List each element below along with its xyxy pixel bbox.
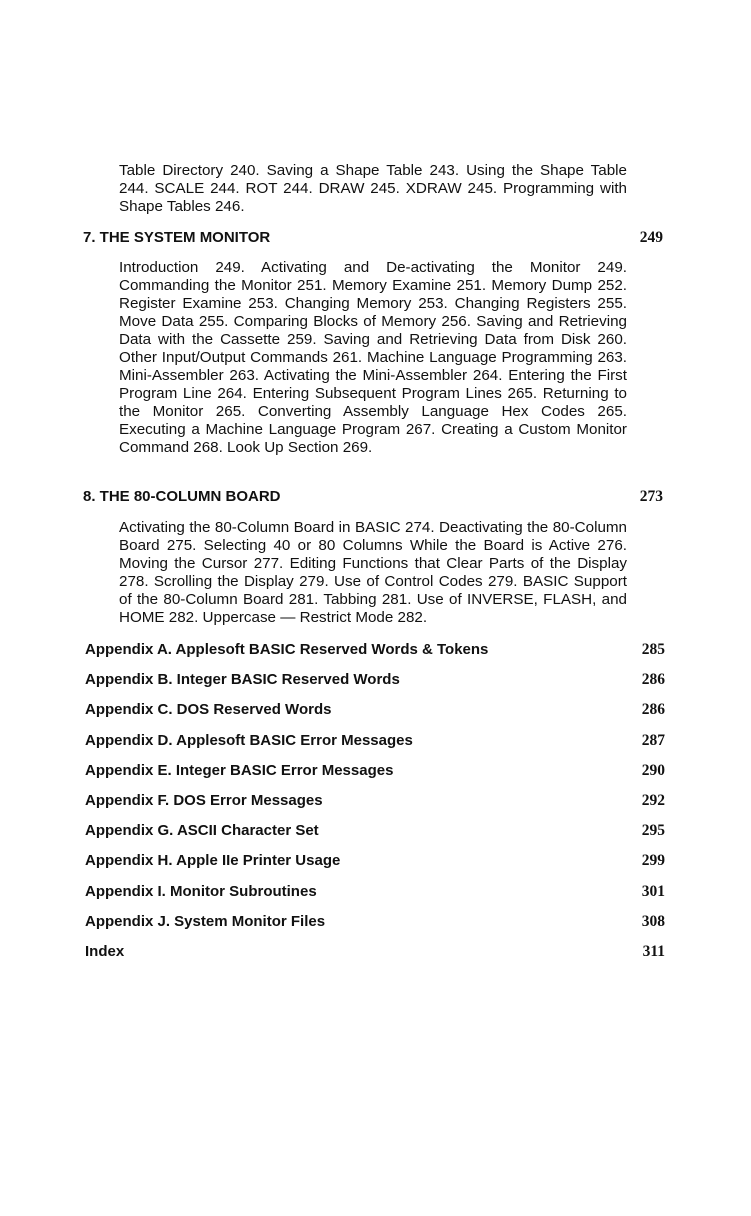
appendix-j-entry [85, 913, 665, 931]
appendix-b-entry [85, 671, 665, 689]
appendix-page-number: 286 [641, 671, 665, 688]
appendix-title: Appendix G. ASCII Character Set [85, 822, 319, 839]
continuation-paragraph: Table Directory 240. Saving a Shape Table 243. Using the Shape Table 244. SCALE 244. ROT 244. DRAW 245. XDRAW 245. Programming with Shape Tables 246. [119, 162, 627, 215]
appendix-page-number: 299 [641, 852, 665, 869]
appendix-title: Appendix E. Integer BASIC Error Messages [85, 762, 394, 779]
appendix-title: Appendix F. DOS Error Messages [85, 792, 323, 809]
appendix-g-entry [85, 822, 665, 840]
appendix-page-number: 295 [641, 822, 665, 839]
appendix-title: Appendix I. Monitor Subroutines [85, 883, 317, 900]
appendix-c-entry [85, 701, 665, 719]
appendix-page-number: 290 [641, 762, 665, 779]
appendix-h-entry [85, 852, 665, 870]
chapter-8-summary: Activating the 80-Column Board in BASIC 274. Deactivating the 80-Column Board 275. Selecting 40 or 80 Columns While the Board is Active 276. Moving the Cursor 277. Editing Functions that Clear Parts of the Display 278. Scrolling the Display 279. Use of Control Codes 279. BASIC Support of the 80-Column Board 281. Tabbing 281. Use of INVERSE, FLASH, and HOME 282. Uppercase — Restrict Mode 282. [119, 519, 627, 626]
chapter-8-heading [83, 488, 663, 506]
appendix-f-entry [85, 792, 665, 810]
appendix-page-number: 301 [641, 883, 665, 900]
appendix-page-number: 311 [642, 943, 665, 960]
chapter-page-number: 273 [639, 488, 663, 505]
chapter-7-summary: Introduction 249. Activating and De-activating the Monitor 249. Commanding the Monitor 251. Memory Examine 251. Memory Dump 252. Register Examine 253. Changing Memory 253. Changing Registers 255. Move Data 255. Comparing Blocks of Memory 256. Saving and Retrieving Data with the Cassette 259. Saving and Retrieving Data from Disk 260. Other Input/Output Commands 261. Machine Language Programming 263. Mini-Assembler 263. Activating the Mini-Assembler 264. Entering the First Program Line 264. Entering Subsequent Program Lines 265. Returning to the Monitor 265. Converting Assembly Language Hex Codes 265. Executing a Machine Language Program 267. Creating a Custom Monitor Command 268. Look Up Section 269. [119, 259, 627, 456]
appendix-title: Appendix C. DOS Reserved Words [85, 701, 332, 718]
chapter-page-number: 249 [639, 229, 663, 246]
appendix-d-entry [85, 732, 665, 750]
index-entry [85, 943, 665, 961]
appendix-page-number: 292 [641, 792, 665, 809]
appendix-title: Appendix D. Applesoft BASIC Error Messages [85, 732, 413, 749]
appendix-title: Appendix J. System Monitor Files [85, 913, 326, 930]
appendix-title: Appendix A. Applesoft BASIC Reserved Words & Tokens [85, 641, 489, 658]
appendix-e-entry [85, 762, 665, 780]
appendix-page-number: 286 [641, 701, 665, 718]
appendix-title: Appendix B. Integer BASIC Reserved Words [85, 671, 400, 688]
appendix-title: Appendix H. Apple IIe Printer Usage [85, 852, 341, 869]
appendix-page-number: 287 [641, 732, 665, 749]
appendix-title: Index [85, 943, 125, 960]
appendix-a-entry [85, 641, 665, 659]
chapter-title: 7. THE SYSTEM MONITOR [83, 229, 271, 246]
appendix-page-number: 308 [641, 913, 665, 930]
chapter-title: 8. THE 80-COLUMN BOARD [83, 488, 281, 505]
chapter-7-heading [83, 229, 663, 247]
appendix-i-entry [85, 883, 665, 901]
appendix-page-number: 285 [641, 641, 665, 658]
